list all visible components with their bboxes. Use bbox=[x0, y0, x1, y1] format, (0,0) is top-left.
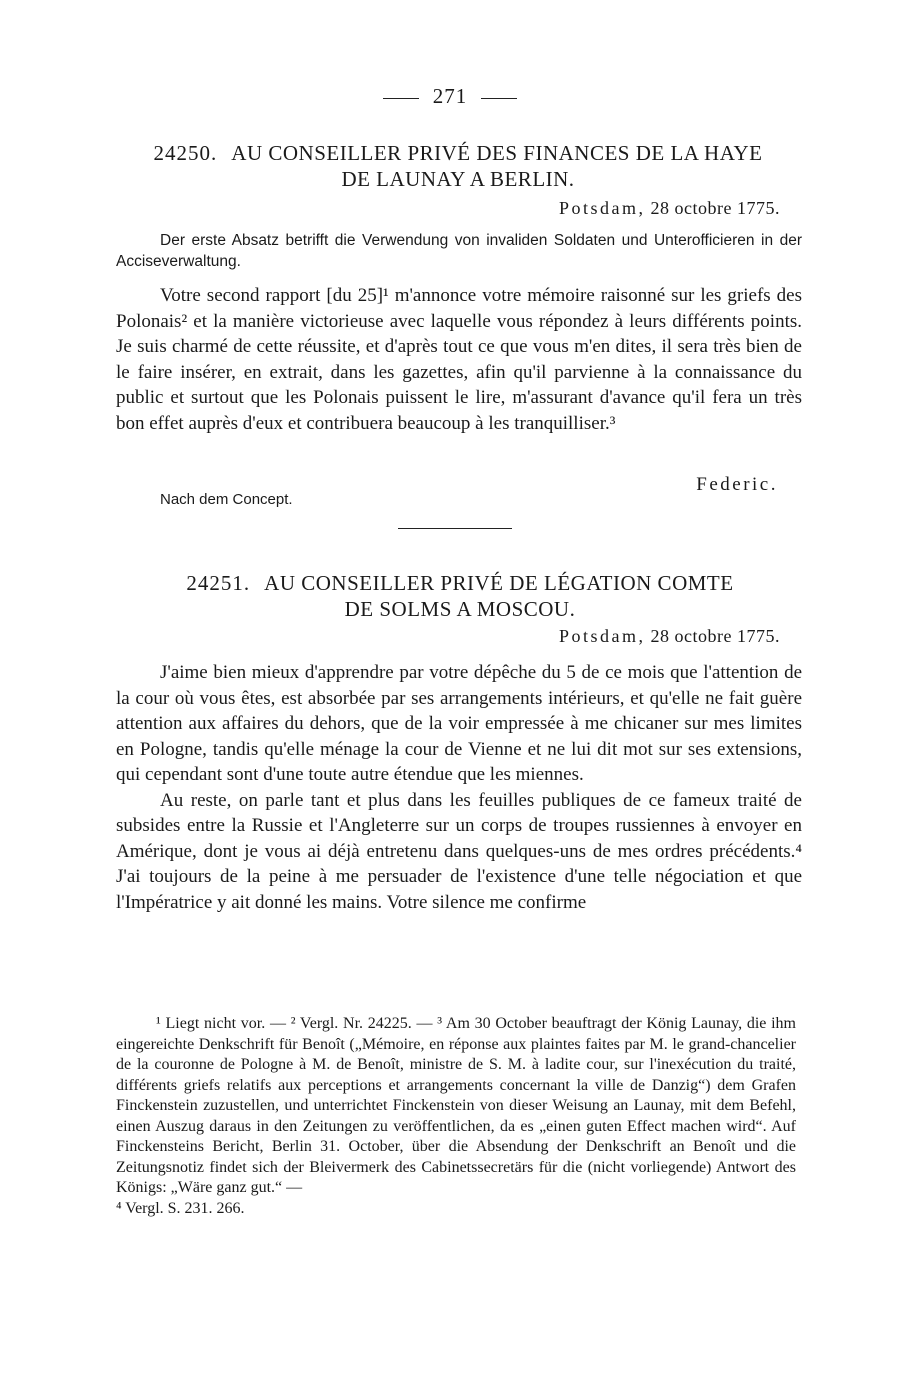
section-divider bbox=[398, 528, 512, 529]
page-number bbox=[0, 84, 900, 109]
letter1-body bbox=[116, 283, 802, 436]
letter1-heading bbox=[108, 140, 808, 192]
letter1-summary: Der erste Absatz betrifft die Verwendung von invaliden Soldaten und Unterofficieren in der Acciseverwaltung. bbox=[116, 232, 802, 270]
letter2-heading-line1 bbox=[140, 570, 780, 596]
letter1-title-line1: AU CONSEILLER PRIVÉ DES FINANCES DE LA HAYE bbox=[231, 141, 763, 165]
letter1-number: 24250. bbox=[153, 141, 218, 165]
letter2-heading bbox=[140, 570, 780, 622]
letter1-source: Nach dem Concept. bbox=[160, 491, 293, 508]
letter2-title-line2: DE SOLMS A MOSCOU. bbox=[344, 597, 576, 621]
letter1-heading-line1 bbox=[108, 140, 808, 166]
page-number-dash-left bbox=[383, 98, 419, 99]
letter1-signature: Federic. bbox=[696, 474, 778, 495]
footnotes bbox=[116, 1014, 796, 1219]
letter2-body bbox=[116, 660, 802, 915]
letter2-dateline bbox=[559, 626, 780, 647]
letter2-date: 28 octobre 1775. bbox=[650, 626, 780, 646]
page-number-dash-right bbox=[481, 98, 517, 99]
letter1-place: Potsdam, bbox=[559, 198, 646, 218]
letter2-paragraph-2: Au reste, on parle tant et plus dans les feuilles publiques de ce fameux traité de subsides entre la Russie et l'Angleterre sur un corps de troupes russiennes à envoyer en Amérique, dont je vous ai déjà entretenu dans quelques-uns de mes ordres précédents.⁴ J'ai toujours de la peine à me persuader de l'existence d'une telle négociation et que l'Impératrice y ait donné les mains. Votre silence me confirme bbox=[116, 789, 802, 913]
page-number-text: 271 bbox=[432, 84, 468, 108]
letter1-title-line2: DE LAUNAY A BERLIN. bbox=[341, 167, 575, 191]
letter1-dateline bbox=[559, 198, 780, 219]
footnote-4: ⁴ Vergl. S. 231. 266. bbox=[116, 1199, 245, 1217]
letter1-date: 28 octobre 1775. bbox=[650, 198, 780, 218]
letter2-title-line1: AU CONSEILLER PRIVÉ DE LÉGATION COMTE bbox=[264, 571, 734, 595]
footnotes-text: ¹ Liegt nicht vor. — ² Vergl. Nr. 24225. — ³ Am 30 October beauftragt der König Launay, die ihm eingereichte Denkschrift für Benoît („Mémoire, en réponse aux plaintes faites par M. le grand-chancelier de la couronne de Pologne à M. de Benoît, ministre de S. M. à ladite cour, sur l'inexécution du traité, différents griefs relatifs aux perceptions et arrangements concernant la ville de Danzig“) dem Grafen Finckenstein zuzustellen, und unterrichtet Finckenstein von dieser Weisung an Launay, mit dem Befehl, einen Auszug daraus in den Zeitungen zu veröffentlichen, da es „einen guten Effect machen wird“. Auf Finckensteins Bericht, Berlin 31. October, über die Absendung der Denkschrift an Benoît und die Zeitungsnotiz findet sich der Bleivermerk des Cabinetssecretärs für die (nicht vorliegende) Antwort des Königs: „Wäre ganz gut.“ — bbox=[116, 1015, 796, 1196]
letter2-number: 24251. bbox=[186, 571, 251, 595]
letter2-paragraph-1: J'aime bien mieux d'apprendre par votre dépêche du 5 de ce mois que l'attention de la cour où vous êtes, est absorbée par ses arrangements intérieurs, et qu'elle ne fait guère attention aux affaires du dehors, que de la voir empressée à me chicaner sur mes limites en Pologne, tandis qu'elle ménage la cour de Vienne et ne lui dit mot sur ses extensions, qui cependant sont d'une toute autre étendue que les miennes. bbox=[116, 662, 802, 785]
letter2-place: Potsdam, bbox=[559, 626, 646, 646]
letter1-paragraph: Votre second rapport [du 25]¹ m'annonce votre mémoire raisonné sur les griefs des Polonais² et la manière victorieuse avec laquelle vous répondez à leurs différents points. Je suis charmé de cette réussite, et d'après tout ce que vous m'en dites, il sera très bien de le faire insérer, en extrait, dans les gazettes, afin qu'il parvienne à la connaissance du public et surtout que les Polonais puissent le lire, m'assurant d'avance qu'il fera un très bon effet auprès d'eux et contribuera beaucoup à les tranquilliser.³ bbox=[116, 285, 802, 434]
